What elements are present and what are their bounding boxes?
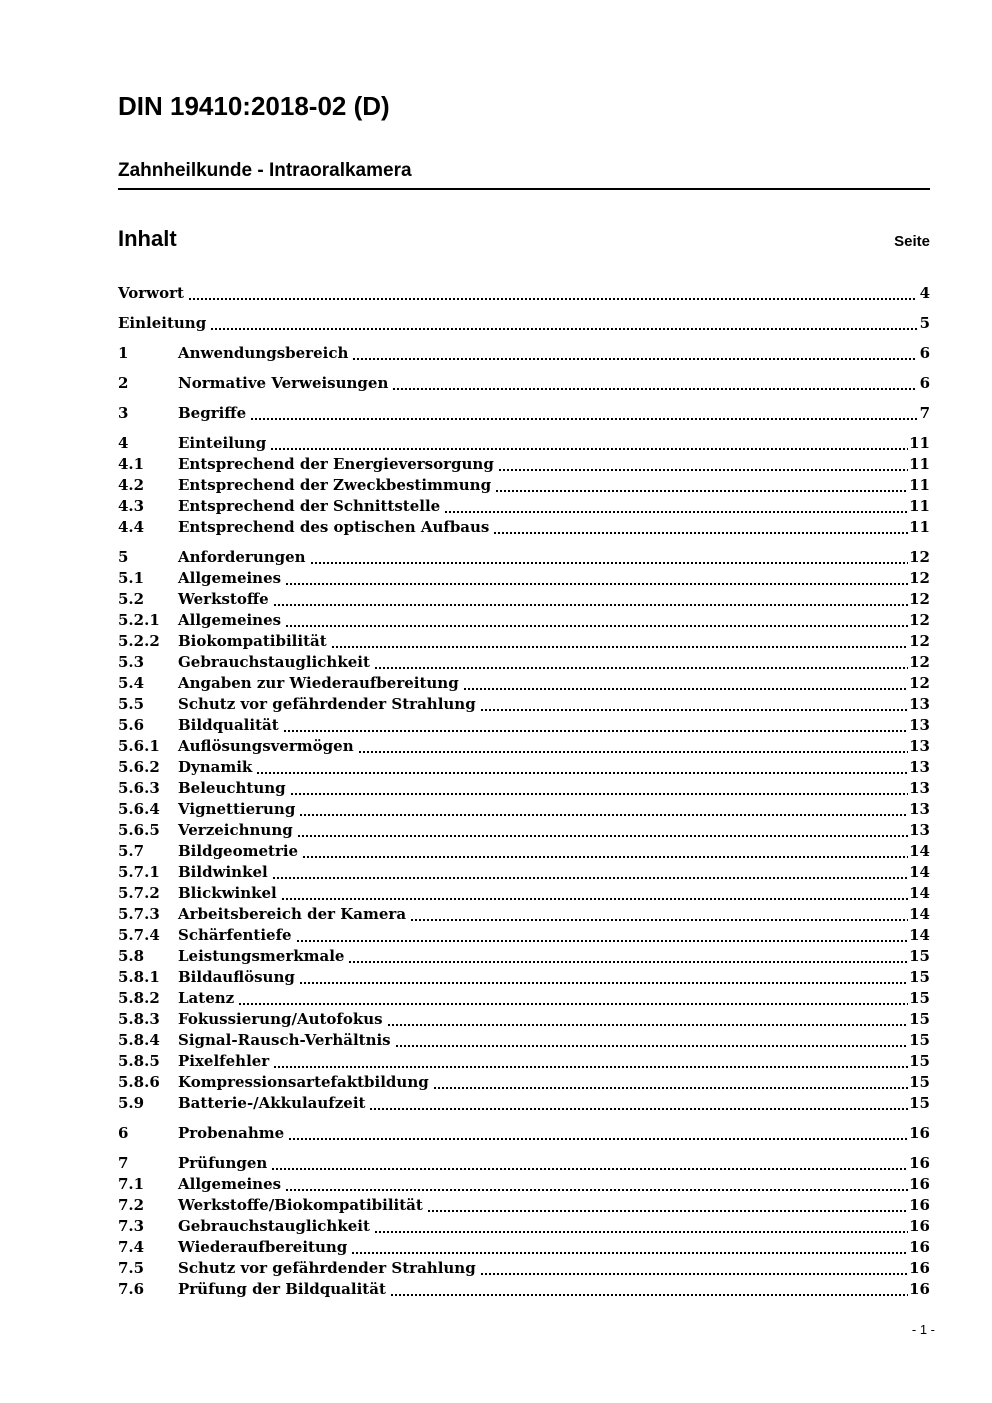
toc-entry-title: Schutz vor gefährdender Strahlung [178,1259,476,1277]
toc-row [118,988,930,1009]
dotted-leader [297,940,909,942]
dotted-leader [298,835,908,837]
toc-row [118,757,930,778]
toc-entry-title: Arbeitsbereich der Kamera [178,905,407,923]
toc-row [118,283,930,304]
dotted-leader [311,562,909,564]
toc-entry-number: 5.8.4 [118,1031,160,1049]
toc-row [118,904,930,925]
toc-entry-title: Bildauflösung [178,968,295,986]
toc-entry-number: 5.2 [118,590,145,608]
dotted-leader [282,898,908,900]
toc-entry-title: Prüfung der Bildqualität [178,1280,386,1298]
toc-entry-number: 2 [118,374,129,392]
toc-header-row [118,226,930,252]
toc-entry-number: 7.4 [118,1238,145,1256]
toc-entry-title: Entsprechend der Schnittstelle [178,497,441,515]
toc-entry-number: 5.3 [118,653,145,671]
toc-entry-number: 7.2 [118,1196,145,1214]
toc-row [118,454,930,475]
toc-entry-title: Fokussierung/Autofokus [178,1010,383,1028]
toc-row [118,1237,930,1258]
toc-row [118,1258,930,1279]
dotted-leader [271,448,908,450]
toc-entry-title: Signal-Rausch-Verhältnis [178,1031,391,1049]
toc-entry-page: 13 [909,716,930,734]
toc-entry-page: 14 [909,905,930,923]
toc-entry-title: Leistungsmerkmale [178,947,345,965]
toc-entry-page: 13 [909,737,930,755]
toc-entry-page: 15 [909,1052,930,1070]
dotted-leader [494,532,908,534]
toc-entry-number: 5.6.4 [118,800,160,818]
dotted-leader [499,469,908,471]
toc-entry-number: 5.8.5 [118,1052,160,1070]
dotted-leader [393,388,917,390]
toc-entry-number: 5.8 [118,947,145,965]
toc-row [118,313,930,334]
toc-row [118,967,930,988]
toc-row [118,1123,930,1144]
dotted-leader [300,814,908,816]
toc-entry-title: Anwendungsbereich [178,344,349,362]
toc-entry-page: 5 [919,314,930,332]
toc-entry-title: Gebrauchstauglichkeit [178,653,370,671]
toc-entry-title: Schärfentiefe [178,926,292,944]
toc-row [118,343,930,364]
dotted-leader [375,1231,908,1233]
toc-entry-number: 5.6.2 [118,758,160,776]
toc-entry-title: Blickwinkel [178,884,277,902]
toc-row [118,610,930,631]
dotted-leader [359,751,909,753]
toc-entry-title: Begriffe [178,404,247,422]
toc-entry-page: 13 [909,779,930,797]
toc-entry-page: 12 [909,653,930,671]
dotted-leader [272,1168,908,1170]
toc-row [118,778,930,799]
toc-row [118,373,930,394]
toc-entry-page: 6 [919,374,930,392]
toc-entry-page: 15 [909,1010,930,1028]
toc-entry-page: 16 [909,1280,930,1298]
toc-entry-title: Bildqualität [178,716,279,734]
toc-row [118,925,930,946]
toc-entry-number: 5.6.5 [118,821,160,839]
toc-row [118,652,930,673]
toc-entry-title: Allgemeines [178,611,282,629]
toc-row [118,1153,930,1174]
toc-entry-title: Einleitung [118,314,207,332]
toc-entry-number: 5.8.3 [118,1010,160,1028]
toc-entry-number: 5.7.1 [118,863,160,881]
toc-row [118,403,930,424]
dotted-leader [481,709,908,711]
toc-entry-title: Bildwinkel [178,863,268,881]
toc-entry-title: Entsprechend der Energieversorgung [178,455,494,473]
toc-entry-title: Latenz [178,989,235,1007]
toc-entry-page: 14 [909,842,930,860]
toc-entry-title: Schutz vor gefährdender Strahlung [178,695,476,713]
toc-entry-page: 15 [909,968,930,986]
dotted-leader [289,1138,908,1140]
toc-row [118,694,930,715]
toc-entry-page: 11 [909,518,930,536]
toc-entry-number: 5.2.2 [118,632,160,650]
dotted-leader [496,490,908,492]
dotted-leader [284,730,908,732]
toc-entry-number: 5.8.1 [118,968,160,986]
dotted-leader [396,1045,908,1047]
toc-entry-number: 5.1 [118,569,145,587]
toc-entry-page: 14 [909,926,930,944]
toc-entry-number: 5.8.6 [118,1073,160,1091]
toc-entry-number: 4.2 [118,476,145,494]
toc-entry-number: 4.4 [118,518,145,536]
toc-entry-page: 12 [909,590,930,608]
toc-entry-number: 5.7 [118,842,145,860]
toc-entry-number: 5.6.3 [118,779,160,797]
dotted-leader [239,1003,908,1005]
dotted-leader [257,772,908,774]
dotted-leader [481,1273,908,1275]
dotted-leader [445,511,908,513]
toc-row [118,862,930,883]
dotted-leader [286,1189,908,1191]
dotted-leader [352,1252,908,1254]
toc-row [118,715,930,736]
toc-entry-page: 12 [909,632,930,650]
document-title: Zahnheilkunde - Intraoralkamera [118,159,930,190]
dotted-leader [391,1294,908,1296]
dotted-leader [189,298,917,300]
toc-row [118,589,930,610]
toc-entry-number: 1 [118,344,129,362]
toc-entry-title: Dynamik [178,758,253,776]
toc-entry-title: Kompressionsartefaktbildung [178,1073,429,1091]
toc-entry-page: 14 [909,863,930,881]
toc-entry-page: 12 [909,548,930,566]
toc-row [118,1195,930,1216]
toc-row [118,1009,930,1030]
toc-entry-page: 16 [909,1124,930,1142]
toc-entry-title: Angaben zur Wiederaufbereitung [178,674,459,692]
toc-entry-page: 14 [909,884,930,902]
toc-entry-number: 5.7.3 [118,905,160,923]
toc-entry-number: 5.6.1 [118,737,160,755]
toc-row [118,631,930,652]
toc-entry-number: 7 [118,1154,129,1172]
toc-row [118,673,930,694]
dotted-leader [332,646,908,648]
dotted-leader [286,583,908,585]
toc-entry-title: Beleuchtung [178,779,286,797]
toc-entry-title: Pixelfehler [178,1052,270,1070]
toc-entry-number: 5.8.2 [118,989,160,1007]
dotted-leader [274,604,908,606]
toc-entry-number: 5.7.4 [118,926,160,944]
toc-row [118,496,930,517]
toc-entry-page: 6 [919,344,930,362]
toc-entry-title: Gebrauchstauglichkeit [178,1217,370,1235]
toc-row [118,568,930,589]
dotted-leader [353,358,917,360]
toc-entry-page: 13 [909,758,930,776]
toc-row [118,1072,930,1093]
dotted-leader [434,1087,908,1089]
toc-heading: Inhalt [118,226,177,251]
toc-entry-number: 5.7.2 [118,884,160,902]
dotted-leader [388,1024,909,1026]
toc-row [118,475,930,496]
toc-entry-title: Anforderungen [178,548,306,566]
toc-entry-page: 13 [909,821,930,839]
toc-row [118,547,930,568]
toc-entry-page: 13 [909,695,930,713]
toc-row [118,433,930,454]
toc-entry-title: Verzeichnung [178,821,293,839]
toc-entry-title: Einteilung [178,434,267,452]
toc-row [118,883,930,904]
toc-entry-page: 15 [909,947,930,965]
toc-entry-title: Wiederaufbereitung [178,1238,348,1256]
toc-entry-title: Entsprechend des optischen Aufbaus [178,518,490,536]
dotted-leader [464,688,908,690]
toc-row [118,1093,930,1114]
toc-entry-page: 15 [909,1094,930,1112]
standard-number-title: DIN 19410:2018-02 (D) [118,91,390,121]
dotted-leader [370,1108,908,1110]
toc-row [118,1051,930,1072]
dotted-leader [303,856,908,858]
toc-entry-page: 11 [909,476,930,494]
toc-entry-title: Normative Verweisungen [178,374,389,392]
dotted-leader [211,328,917,330]
toc-row [118,946,930,967]
dotted-leader [291,793,908,795]
dotted-leader [274,1066,908,1068]
toc-entry-page: 12 [909,569,930,587]
page-column-label: Seite [894,233,930,250]
toc-entry-title: Vignettierung [178,800,296,818]
toc-entry-title: Auflösungsvermögen [178,737,354,755]
toc-entry-number: 5 [118,548,129,566]
toc-entry-page: 11 [909,434,930,452]
toc-entry-number: 5.5 [118,695,145,713]
toc-entry-page: 16 [909,1217,930,1235]
toc-entry-title: Entsprechend der Zweckbestimmung [178,476,492,494]
toc-entry-number: 6 [118,1124,129,1142]
toc-entry-page: 15 [909,1031,930,1049]
toc-entry-page: 11 [909,455,930,473]
toc-entry-title: Biokompatibilität [178,632,327,650]
toc-entry-page: 16 [909,1196,930,1214]
dotted-leader [286,625,908,627]
toc-entry-title: Batterie-/Akkulaufzeit [178,1094,366,1112]
toc-entry-number: 7.6 [118,1280,145,1298]
toc-row [118,1279,930,1300]
toc-entry-title: Werkstoffe [178,590,269,608]
toc-entry-number: 7.5 [118,1259,145,1277]
toc-entry-page: 15 [909,989,930,1007]
toc-entry-title: Vorwort [118,284,184,302]
dotted-leader [251,418,917,420]
toc-row [118,736,930,757]
toc-entry-page: 12 [909,674,930,692]
toc-entry-page: 15 [909,1073,930,1091]
toc-entry-number: 4 [118,434,129,452]
toc-entry-title: Probenahme [178,1124,285,1142]
toc-entry-number: 5.4 [118,674,145,692]
toc-entry-number: 7.3 [118,1217,145,1235]
toc-row [118,1174,930,1195]
toc-entry-number: 4.3 [118,497,145,515]
toc-entry-title: Werkstoffe/Biokompatibilität [178,1196,423,1214]
toc-entry-page: 16 [909,1259,930,1277]
toc-entry-number: 5.6 [118,716,145,734]
toc-row [118,799,930,820]
dotted-leader [273,877,908,879]
toc-row [118,517,930,538]
toc-entry-page: 13 [909,800,930,818]
toc-row [118,1030,930,1051]
dotted-leader [375,667,908,669]
toc-row [118,841,930,862]
toc-entry-page: 11 [909,497,930,515]
dotted-leader [349,961,908,963]
toc-entry-number: 4.1 [118,455,145,473]
toc-entry-number: 5.2.1 [118,611,160,629]
toc-entry-number: 3 [118,404,129,422]
toc-entry-page: 16 [909,1175,930,1193]
toc-entry-title: Prüfungen [178,1154,268,1172]
toc-entry-number: 5.9 [118,1094,145,1112]
toc-entry-title: Allgemeines [178,1175,282,1193]
toc-list [118,283,930,1300]
toc-row [118,1216,930,1237]
toc-entry-page: 4 [919,284,930,302]
dotted-leader [411,919,908,921]
toc-entry-title: Bildgeometrie [178,842,299,860]
toc-row [118,820,930,841]
toc-entry-page: 7 [919,404,930,422]
toc-entry-number: 7.1 [118,1175,145,1193]
toc-entry-page: 16 [909,1154,930,1172]
toc-entry-title: Allgemeines [178,569,282,587]
dotted-leader [428,1210,908,1212]
footer-page-number: - 1 - [911,1322,935,1337]
dotted-leader [300,982,908,984]
toc-entry-page: 12 [909,611,930,629]
toc-entry-page: 16 [909,1238,930,1256]
